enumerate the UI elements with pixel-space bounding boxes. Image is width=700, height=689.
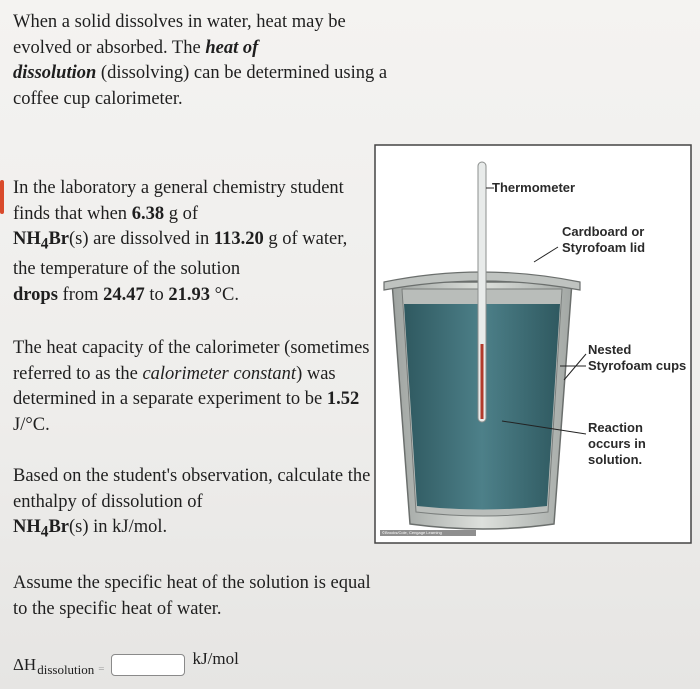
intro-text: When a solid dissolves in water, heat may be evolved or absorbed. The [13,12,346,58]
answer-unit: kJ/mol [192,649,239,668]
observation-text-7: °C. [210,284,240,305]
final-temperature: 21.93 [168,284,211,305]
question-compound-nh: NH [13,517,41,537]
intro-paragraph [13,10,393,112]
term-heat-of: heat of [205,37,259,58]
label-cups: Nested Styrofoam cups [588,342,687,373]
compound-subscript: 4 [40,235,49,253]
label-thermometer: Thermometer [492,180,576,195]
water-mass-value: 113.20 [213,229,264,249]
thermometer-column [481,344,484,419]
question-paragraph [13,464,373,545]
heat-capacity-value: 1.52 [326,389,360,409]
label-lid: Cardboard or Styrofoam lid [562,224,646,255]
question-compound-br: Br [48,517,70,537]
heat-capacity-unit: J/°C. [13,414,50,435]
equals-sign: = [98,663,105,675]
question-text: Based on the student's observation, calculate the enthalpy of dissolution of [13,466,371,512]
observation-paragraph [13,176,373,308]
observation-text-2: g of [164,203,198,224]
initial-temperature: 24.47 [103,284,145,305]
answer-row [13,648,239,682]
question-text-2: (s) in kJ/mol. [69,517,168,537]
question-compound-subscript: 4 [40,523,49,541]
label-reaction: Reaction occurs in solution. [588,420,646,467]
term-dissolution: dissolution [13,63,97,83]
compound-br: Br [48,229,70,249]
credit-text: ©Brooks/Cole, Cengage Learning [382,530,442,535]
observation-text: In the laboratory a general chemistry student finds that when [13,178,344,224]
compound-nh: NH [13,229,41,249]
observation-text-4: g of water, the temperature of the solution [13,229,348,280]
observation-text-3: (s) are dissolved in [69,229,214,249]
drops-word: drops [13,284,58,305]
heat-capacity-text-2: ) was determined in a separate experiment to be [13,363,336,409]
heat-capacity-paragraph [13,336,373,438]
term-calorimeter-constant: calorimeter constant [142,363,297,384]
intro-text-2: (dissolving) can be determined using a coffee cup calorimeter. [13,63,388,109]
heat-capacity-text: The heat capacity of the calorimeter (sometimes referred to as the [13,338,370,384]
delta-h-subscript: dissolution [37,662,95,677]
observation-text-5: from [57,284,104,305]
observation-text-6: to [144,284,169,305]
assumption-paragraph: Assume the specific heat of the solution is equal to the specific heat of water. [13,573,371,619]
focus-accent-bar [0,180,4,214]
enthalpy-answer-input[interactable] [111,654,185,676]
calorimeter-figure [374,144,694,554]
solid-mass-value: 6.38 [131,203,165,224]
delta-h-symbol: ΔH [13,655,37,674]
